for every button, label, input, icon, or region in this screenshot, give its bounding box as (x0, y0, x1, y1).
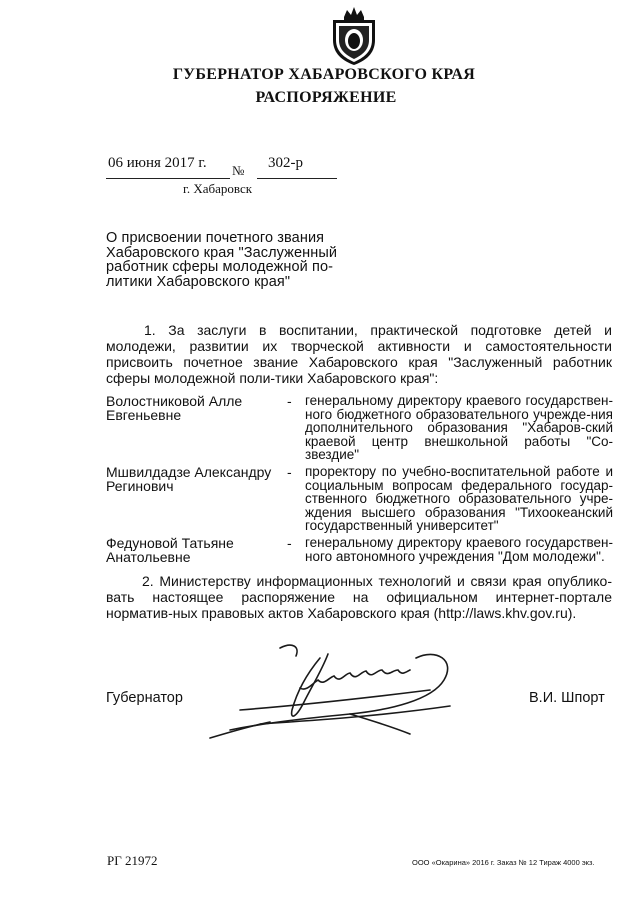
document-date: 06 июня 2017 г. (108, 155, 207, 171)
awardee-dash: - (287, 535, 292, 551)
subject-line: О присвоении почетного звания (106, 230, 325, 246)
document-number: 302-р (268, 155, 303, 171)
printer-imprint: ООО «Окарина» 2016 г. Заказ № 12 Тираж 4000 экз. (412, 858, 595, 867)
awardee-name: Мшвилдадзе Александру Регинович (106, 464, 272, 494)
subject-line: работник сферы молодежной по- (106, 259, 334, 275)
document-subject (106, 231, 346, 289)
signatory-name: В.И. Шпорт (529, 690, 605, 706)
document-type: РАСПОРЯЖЕНИЕ (255, 89, 397, 106)
number-underline (257, 178, 337, 179)
signatory-title: Губернатор (106, 690, 183, 706)
subject-line: литики Хабаровского края" (106, 273, 291, 290)
awardee-position: проректору по учебно-воспитательной работе и социальным вопросам федерального государ-ственного бюджетного образовательного учре-ждения высшего образования "Тихоокеанский государственный университет" (305, 464, 613, 533)
document-place: г. Хабаровск (183, 181, 253, 196)
coat-of-arms-icon (325, 4, 383, 66)
awardee-name: Федуновой Татьяне Анатольевне (106, 535, 234, 565)
date-underline (106, 178, 230, 179)
awardee-dash: - (287, 393, 292, 409)
paragraph-2: 2. Министерству информационных технологий и связи края опублико-вать настоящее распоряжение на официальном интернет-портале норматив-ных правовых актов Хабаровского края (http://laws.khv.gov.ru). (106, 573, 612, 621)
handwritten-signature (200, 640, 480, 740)
issuing-authority: ГУБЕРНАТОР ХАБАРОВСКОГО КРАЯ (172, 66, 476, 83)
awardee-position: генеральному директору краевого государствен-ного автономного учреждения "Дом молодежи". (305, 535, 613, 564)
awardee-name: Волостниковой Алле Евгеньевне (106, 393, 243, 423)
registration-code: РГ 21972 (107, 853, 158, 868)
paragraph-1: 1. За заслуги в воспитании, практической подготовке детей и молодежи, развитии их творческой активности и самостоятельности присвоить почетное звание Хабаровского края "Заслуженный работник сферы молодежной поли-тики Хабаровского края": (106, 322, 612, 386)
awardee-position: генеральному директору краевого государствен-ного бюджетного образовательного учрежде-ния дополнительного образования "Хабаров-ский краевой центр внешкольной работы "Со-звездие" (305, 393, 613, 462)
subject-line: Хабаровского края "Заслуженный (106, 244, 338, 261)
number-sign: № (232, 163, 245, 178)
awardee-dash: - (287, 464, 292, 480)
